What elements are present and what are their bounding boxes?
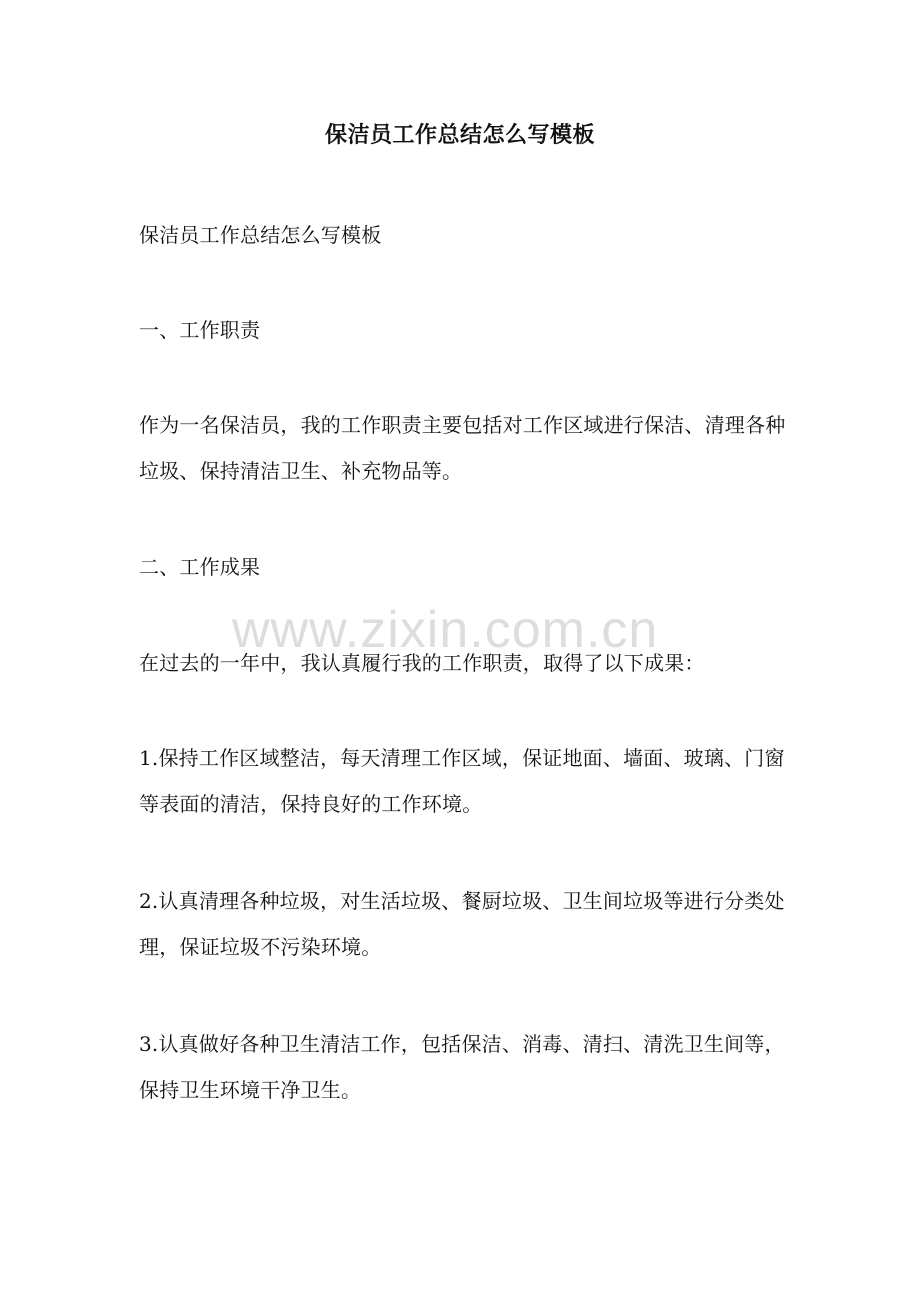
section-heading-duties: 一、工作职责 <box>139 318 261 342</box>
document-subtitle: 保洁员工作总结怎么写模板 <box>139 223 382 247</box>
list-item-2: 2.认真清理各种垃圾，对生活垃圾、餐厨垃圾、卫生间垃圾等进行分类处理，保证垃圾不污染环境。 <box>139 889 785 959</box>
section-heading-results: 二、工作成果 <box>139 555 261 579</box>
paragraph-results-intro: 在过去的一年中，我认真履行我的工作职责，取得了以下成果： <box>139 651 705 675</box>
watermark-text: www.zixin.com.cn <box>232 601 659 659</box>
list-item-1: 1.保持工作区域整洁，每天清理工作区域，保证地面、墙面、玻璃、门窗等表面的清洁，保持良好的工作环境。 <box>139 746 785 816</box>
list-item-3: 3.认真做好各种卫生清洁工作，包括保洁、消毒、清扫、清洗卫生间等，保持卫生环境干净卫生。 <box>139 1032 785 1102</box>
document-title: 保洁员工作总结怎么写模板 <box>324 122 595 148</box>
paragraph-duties: 作为一名保洁员，我的工作职责主要包括对工作区域进行保洁、清理各种垃圾、保持清洁卫生、补充物品等。 <box>139 413 786 483</box>
